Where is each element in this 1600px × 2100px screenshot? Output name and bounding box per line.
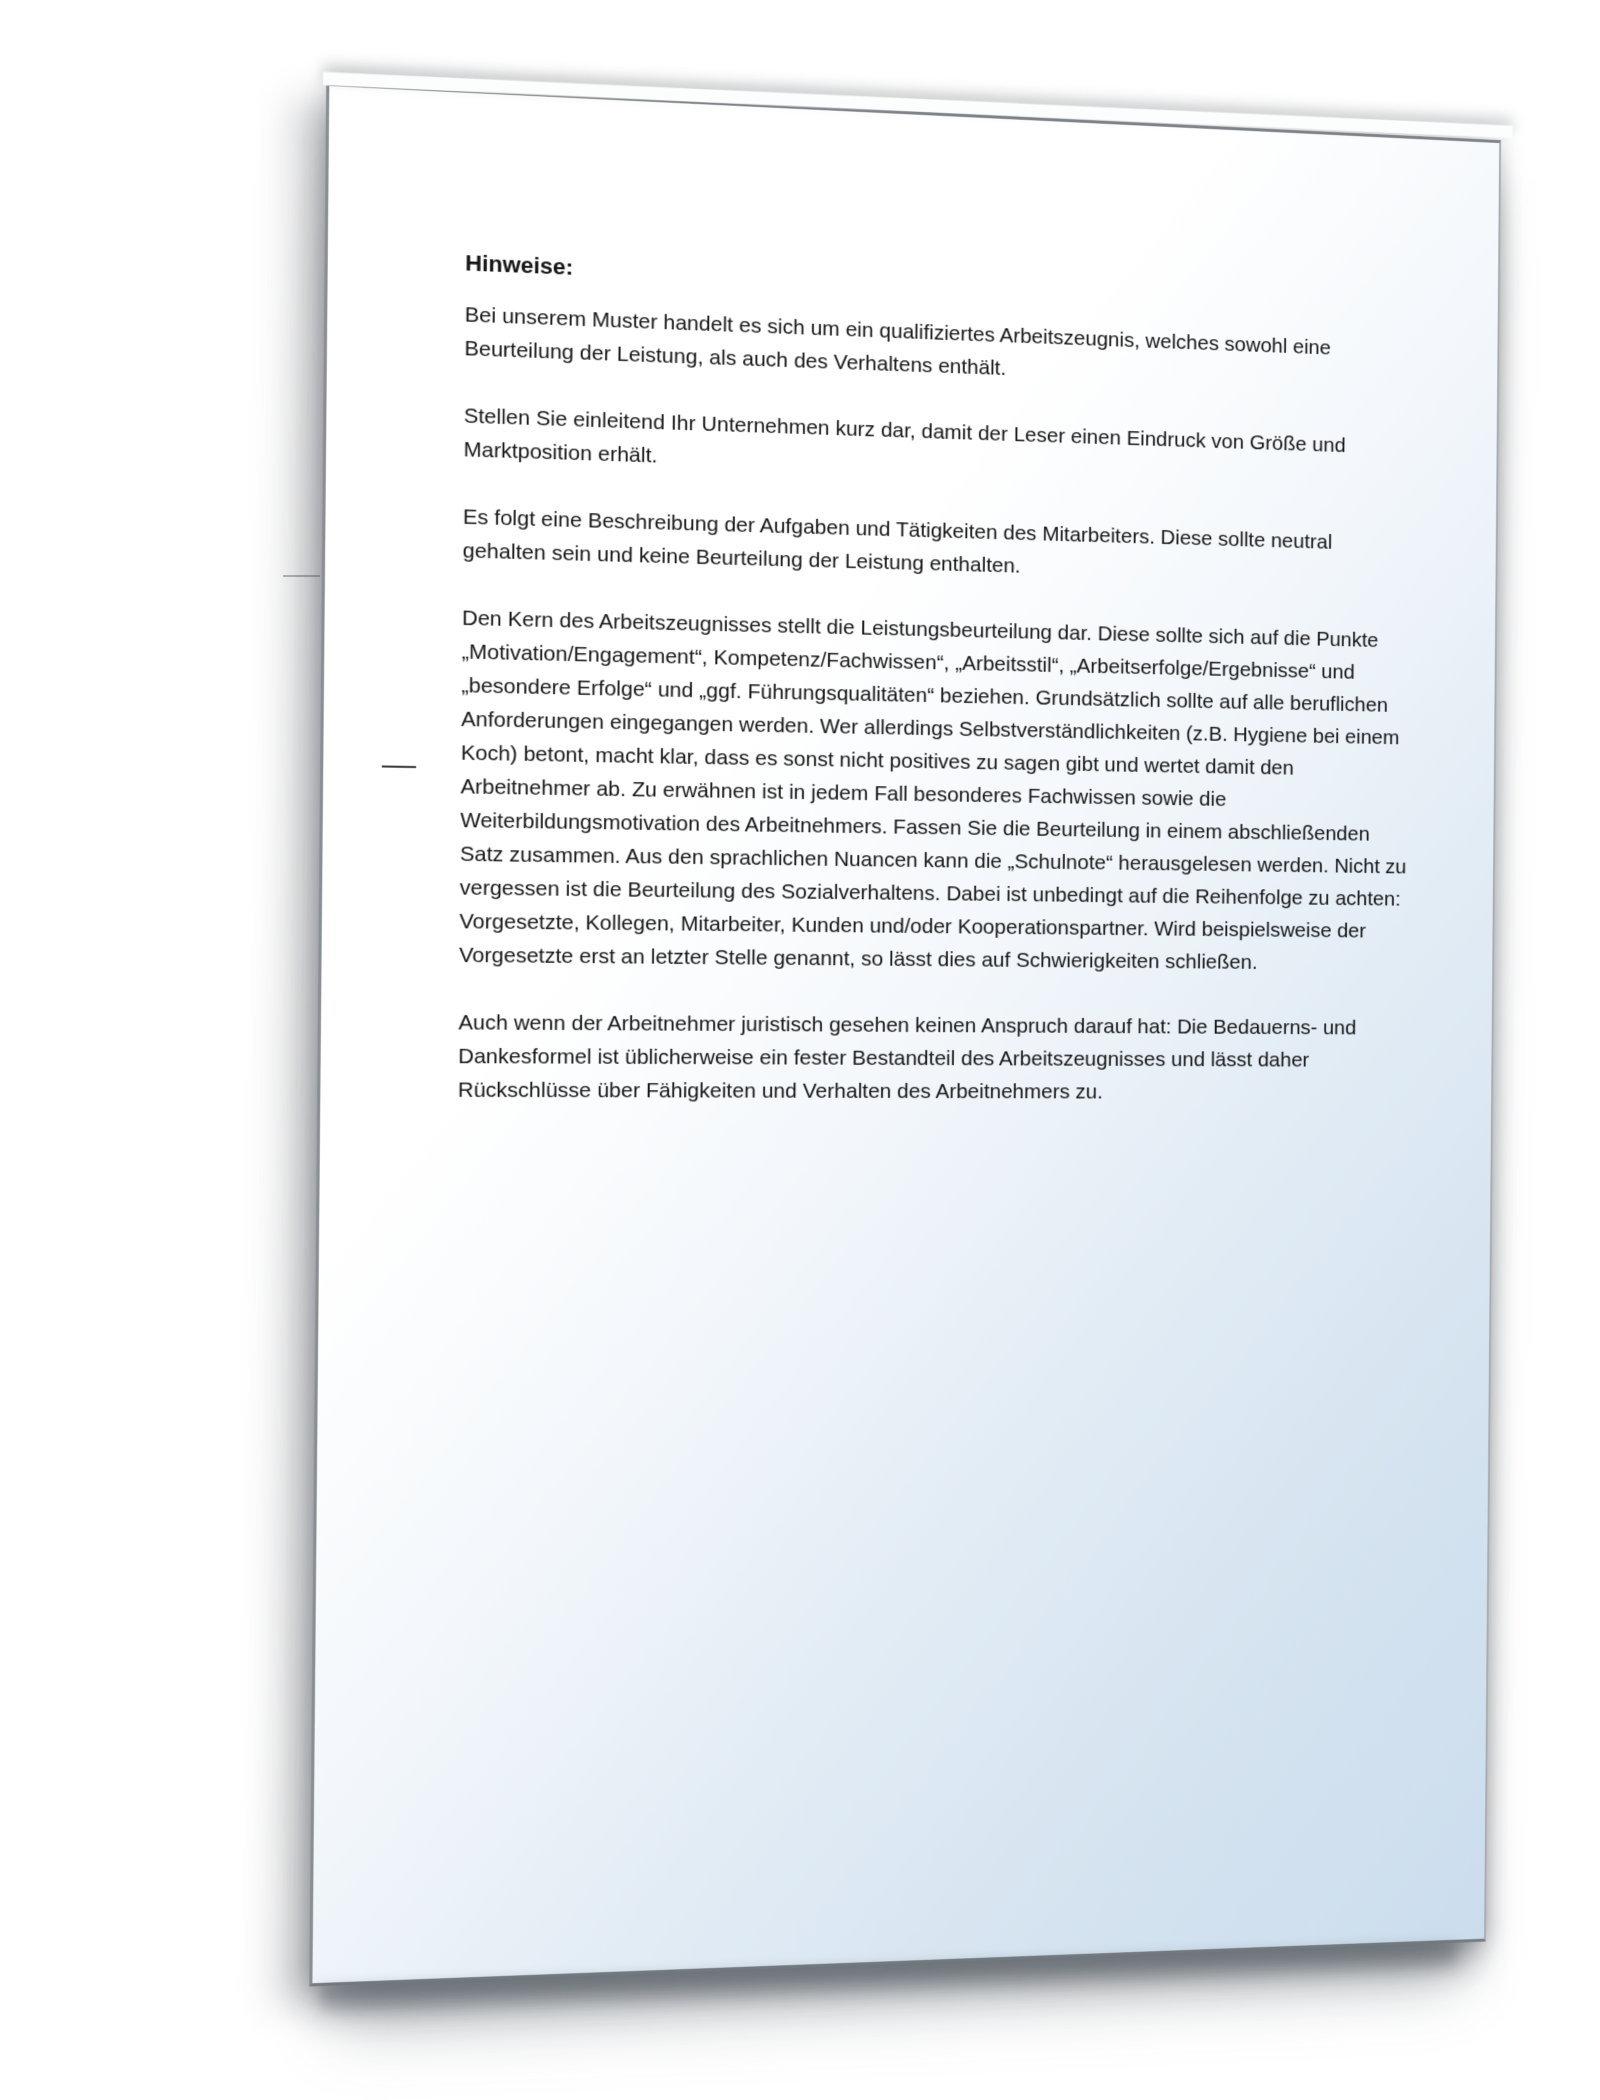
paragraph-closing-formula: Auch wenn der Arbeitnehmer juristisch gesehen keinen Anspruch darauf hat: Die Bedauerns- und Dankesformel ist üblicherweise ein fester Bestandteil des Arbeitszeugnisses und lässt daher Rückschlüsse über Fähigkeiten und Verhalten des Arbeitnehmers zu.	[457, 1011, 1357, 1104]
paragraph-tasks: Es folgt eine Beschreibung der Aufgaben und Tätigkeiten des Mitarbeiters. Diese sollte neutral gehalten sein und keine Beurteilung der Leistung enthalten.	[462, 505, 1333, 578]
document-heading: Hinweise:	[465, 250, 574, 280]
paragraph-company-intro: Stellen Sie einleitend Ihr Unternehmen kurz dar, damit der Leser einen Eindruck von Größe und Marktposition erhält.	[463, 404, 1346, 468]
document-content	[457, 246, 1415, 1141]
paragraph-performance-review: Den Kern des Arbeitszeugnisses stellt die Leistungsbeurteilung dar. Diese sollte sich auf die Punkte „Motivation/Engagement“, Kompetenz/Fachwissen“, „Arbeitsstil“, „Arbeitserfolge/Ergebnisse“ und „besondere Erfolge“ und „ggf. Führungsqualitäten“ beziehen. Grundsätzlich sollte auf alle beruflichen Anforderungen eingegangen werden. Wer allerdings Selbstverständlichkeiten (z.B. Hygiene bei einem Koch) betont, macht klar, dass es sonst nicht positives zu sagen gibt und wertet damit den Arbeitnehmer ab. Zu erwähnen ist in jedem Fall besonderes Fachwissen sowie die Weiterbildungsmotivation des Arbeitnehmers. Fassen Sie die Beurteilung in einem abschließenden Satz zusammen. Aus den sprachlichen Nuancen kann die „Schulnote“ herausgelesen werden. Nicht zu vergessen ist die Beurteilung des Sozialverhaltens. Dabei ist unbedingt auf die Reihenfolge zu achten: Vorgesetzte, Kollegen, Mitarbeiter, Kunden und/oder Kooperationspartner. Wird beispielsweise der Vorgesetzte erst an letzter Stelle genannt, so lässt dies auf Schwierigkeiten schließen.	[458, 606, 1407, 974]
paragraph-intro: Bei unserem Muster handelt es sich um ein qualifiziertes Arbeitszeugnis, welches sowohl eine Beurteilung der Leistung, als auch des Verhaltens enthält.	[464, 303, 1331, 381]
fold-mark	[283, 575, 320, 577]
punch-mark	[382, 765, 416, 768]
document-page	[309, 83, 1501, 1987]
